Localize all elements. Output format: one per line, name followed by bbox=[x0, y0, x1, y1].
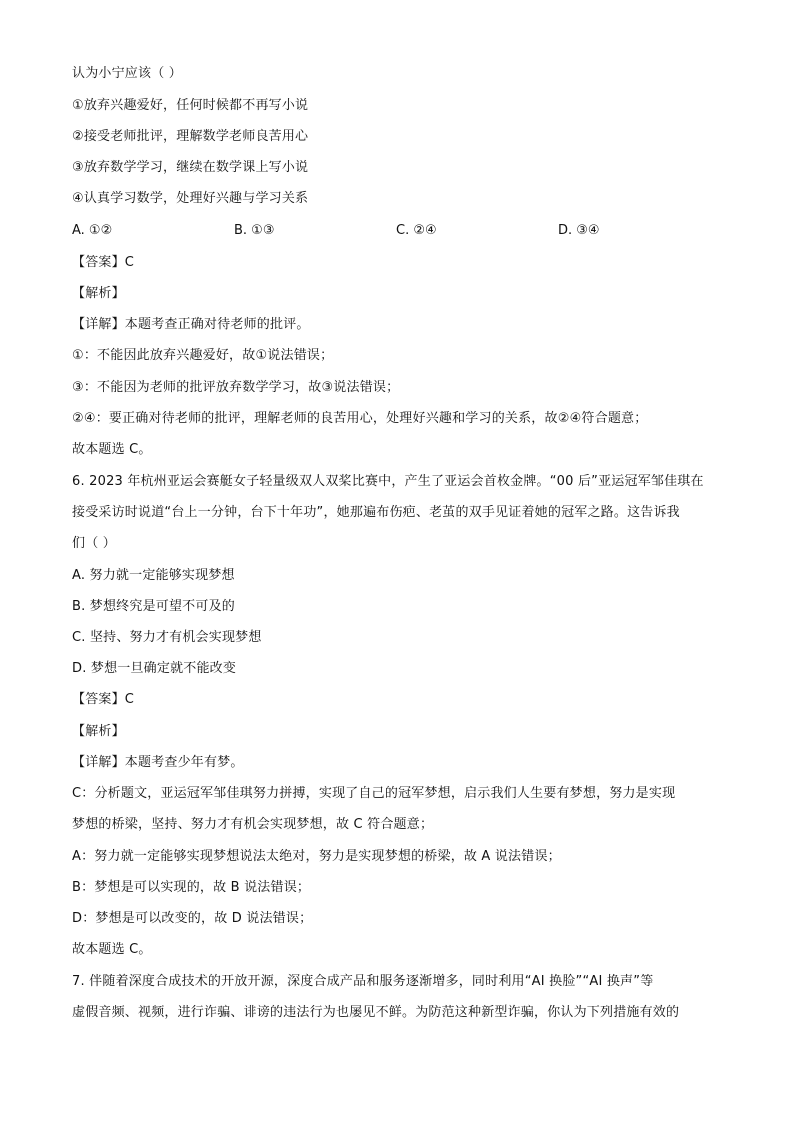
q6-analysis-line-3: A：努力就一定能够实现梦想说法太绝对，努力是实现梦想的桥梁，故 A 说法错误； bbox=[72, 849, 561, 864]
q6-analysis-line-1: C：分析题文，亚运冠军邹佳琪努力拼搏，实现了自己的冠军梦想，启示我们人生要有梦想，努力是实现 bbox=[72, 786, 676, 801]
q6-analysis-line-4: B：梦想是可以实现的，故 B 说法错误； bbox=[72, 880, 311, 895]
q5-analysis-label: 【解析】 bbox=[72, 286, 125, 301]
q5-option-b: B. ①③ bbox=[234, 223, 275, 238]
q5-statement-2: ②接受老师批评，理解数学老师良苦用心 bbox=[72, 129, 309, 144]
q6-stem-line-3: 们（ ） bbox=[72, 536, 116, 551]
q6-analysis-label: 【解析】 bbox=[72, 724, 125, 739]
q6-answer: 【答案】C bbox=[72, 692, 135, 707]
q6-analysis-line-5: D：梦想是可以改变的，故 D 说法错误； bbox=[72, 911, 313, 926]
q6-option-b: B. 梦想终究是可望不可及的 bbox=[72, 599, 235, 614]
q5-stem-tail: 认为小宁应该（ ） bbox=[72, 66, 182, 81]
q5-answer: 【答案】C bbox=[72, 255, 135, 270]
q5-statement-4: ④认真学习数学，处理好兴趣与学习关系 bbox=[72, 191, 309, 206]
q6-detail: 【详解】本题考查少年有梦。 bbox=[72, 755, 244, 770]
q5-statement-3: ③放弃数学学习，继续在数学课上写小说 bbox=[72, 160, 309, 175]
q5-analysis-line-3: ②④：要正确对待老师的批评，理解老师的良苦用心，处理好兴趣和学习的关系，故②④符合题意； bbox=[72, 411, 648, 426]
q5-option-a: A. ①② bbox=[72, 223, 113, 238]
q7-stem-line-2: 虚假音频、视频，进行诈骗、诽谤的违法行为也屡见不鲜。为防范这种新型诈骗，你认为下列措施有效的 bbox=[72, 1005, 680, 1020]
q5-analysis-line-2: ③：不能因为老师的批评放弃数学学习，故③说法错误； bbox=[72, 380, 400, 395]
q6-option-c: C. 坚持、努力才有机会实现梦想 bbox=[72, 630, 262, 645]
q6-stem-line-2: 接受采访时说道“台上一分钟，台下十年功”，她那遍布伤疤、老茧的双手见证着她的冠军之路。这告诉我 bbox=[72, 505, 680, 520]
q5-option-c: C. ②④ bbox=[396, 223, 437, 238]
q5-analysis-line-1: ①：不能因此放弃兴趣爱好，故①说法错误； bbox=[72, 348, 334, 363]
q5-statement-1: ①放弃兴趣爱好，任何时候都不再写小说 bbox=[72, 98, 309, 113]
q6-option-a: A. 努力就一定能够实现梦想 bbox=[72, 568, 235, 583]
q5-detail: 【详解】本题考查正确对待老师的批评。 bbox=[72, 317, 310, 332]
q6-analysis-line-2: 梦想的桥梁，坚持、努力才有机会实现梦想，故 C 符合题意； bbox=[72, 817, 434, 832]
q5-option-d: D. ③④ bbox=[558, 223, 600, 238]
q6-option-d: D. 梦想一旦确定就不能改变 bbox=[72, 661, 237, 676]
q6-conclusion: 故本题选 C。 bbox=[72, 942, 152, 957]
q6-stem-line-1: 6. 2023 年杭州亚运会赛艇女子轻量级双人双桨比赛中，产生了亚运会首枚金牌。“00 后”亚运冠军邹佳琪在 bbox=[72, 474, 704, 489]
q7-stem-line-1: 7. 伴随着深度合成技术的开放开源，深度合成产品和服务逐渐增多，同时利用“AI 换脸”“AI 换声”等 bbox=[72, 974, 654, 989]
q5-conclusion: 故本题选 C。 bbox=[72, 442, 152, 457]
